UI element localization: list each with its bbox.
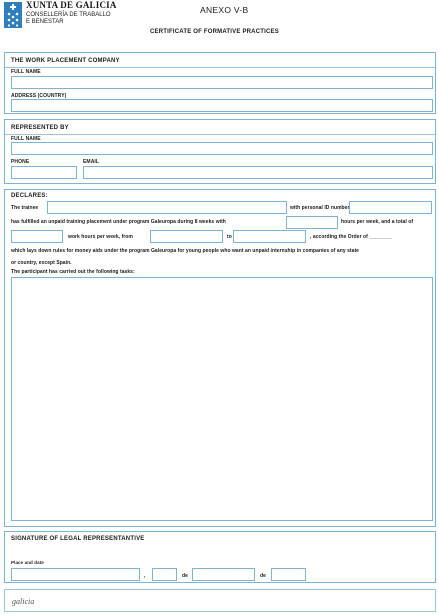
de-text-2: de (260, 573, 266, 579)
tasks-textarea[interactable] (11, 277, 433, 521)
place-field[interactable] (11, 568, 140, 581)
fulfilled-text: has fulfilled an unpaid training placement under program Galeuropa during 8 weeks with (11, 219, 226, 225)
month-field[interactable] (192, 568, 255, 581)
date-from-field[interactable] (150, 230, 223, 243)
dept-line-2: E BENESTAR (26, 19, 64, 25)
footer-box (4, 589, 436, 612)
represented-section-title: REPRESENTED BY (11, 125, 69, 131)
personal-id-text: with personal ID number (290, 205, 350, 211)
date-to-field[interactable] (233, 230, 306, 243)
email-label: EMAIL (83, 159, 100, 165)
document-title: CERTIFICATE OF FORMATIVE PRACTICES (150, 29, 279, 35)
company-address-label: ADDRESS (COUNTRY) (11, 93, 67, 99)
company-full-name-label: FULL NAME (11, 69, 41, 75)
signature-section (4, 531, 436, 583)
declares-section-title: DECLARES: (11, 193, 48, 199)
represented-section (4, 119, 436, 184)
order-text: , according the Order of ________ (310, 234, 392, 240)
de-text-1: de (182, 573, 188, 579)
phone-field[interactable] (11, 166, 77, 179)
work-hours-text: work hours per week, from (68, 234, 133, 240)
company-section (4, 52, 436, 114)
org-logo-text (26, 1, 117, 26)
trainee-name-field[interactable] (47, 201, 287, 214)
place-date-label: Place and date (11, 560, 44, 565)
comma-separator: , (144, 573, 146, 579)
personal-id-field[interactable] (349, 201, 432, 214)
tasks-text: The participant has carried out the following tasks: (11, 269, 135, 275)
country-text: or country, except Spain. (11, 260, 72, 266)
day-field[interactable] (152, 568, 177, 581)
company-section-title: THE WORK PLACEMENT COMPANY (11, 58, 120, 64)
section-divider (5, 67, 435, 68)
phone-label: PHONE (11, 159, 30, 165)
email-field[interactable] (83, 166, 433, 179)
trainee-text: The trainee (11, 205, 39, 211)
year-field[interactable] (271, 568, 306, 581)
dept-line-1: CONSELLERÍA DE TRABALLO (26, 12, 111, 18)
declares-section (4, 189, 436, 527)
company-address-field[interactable] (11, 99, 433, 112)
to-text: to (227, 234, 232, 240)
annex-label: ANEXO V-B (200, 5, 249, 15)
company-full-name-field[interactable] (11, 76, 433, 89)
section-divider (5, 134, 435, 135)
hours-per-week-text: hours per week, and a total of (341, 219, 414, 225)
representative-full-name-label: FULL NAME (11, 136, 41, 142)
xunta-crest-icon (4, 2, 22, 28)
document-header (0, 0, 439, 50)
org-name: XUNTA DE GALICIA (26, 0, 117, 10)
lays-down-text: which lays down rules for money aids under the program Galeuropa for young people who want an unpaid internship in companies of any state (11, 248, 360, 254)
signature-section-title: SIGNATURE OF LEGAL REPRESENTANTIVE (11, 536, 145, 542)
representative-full-name-field[interactable] (11, 142, 433, 155)
galicia-footer-logo: galicia (12, 597, 35, 606)
hours-per-week-field[interactable] (286, 216, 338, 229)
total-hours-field[interactable] (11, 230, 63, 243)
